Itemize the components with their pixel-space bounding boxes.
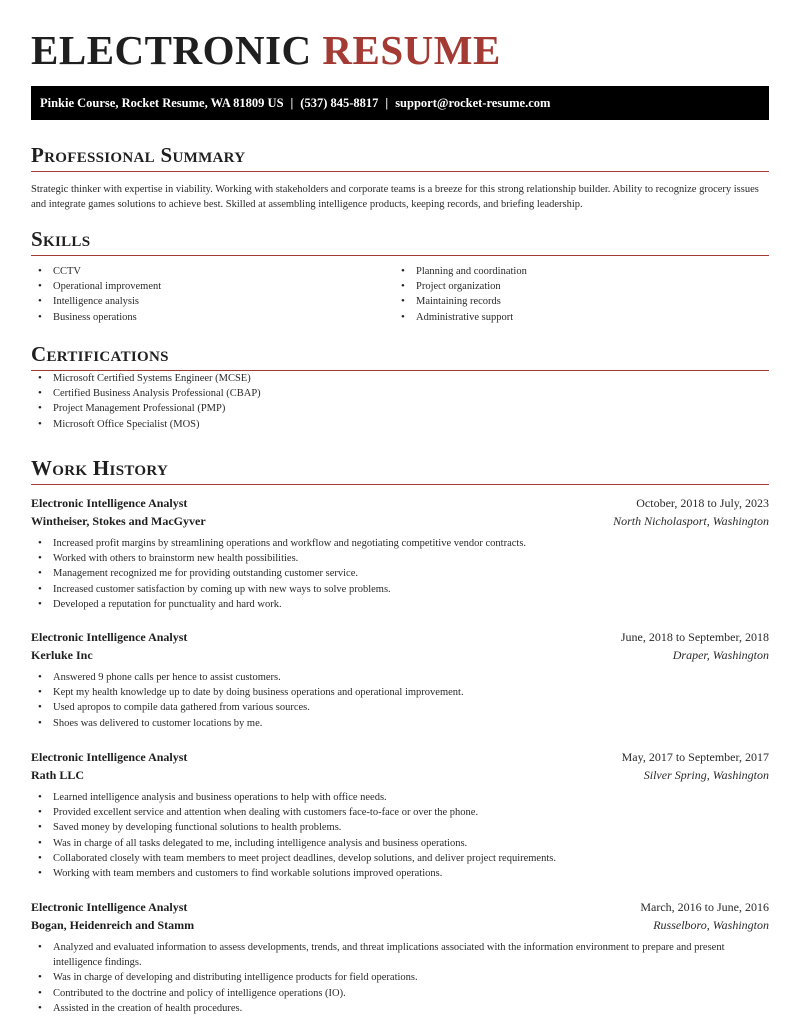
summary-text: Strategic thinker with expertise in viability. Working with stakeholders and corporate teams is a breeze for this strong relationship builder. Ability to recognize grocery issues and integrate games solutions to achieve best. Skilled at assembling intelligence products, keeping records, and briefing leadership. [31,184,759,210]
list-item: • CCTV [31,264,394,279]
job-title: Electronic Intelligence Analyst [31,750,188,764]
list-item: • Maintaining records [394,294,757,309]
list-item: • Saved money by developing functional solutions to health problems. [31,820,769,835]
section-divider [31,484,769,485]
list-item: • Operational improvement [31,279,394,294]
list-item: • Certified Business Analysis Professional (CBAP) [31,386,769,401]
work-history-section [31,455,769,485]
skills-list-right [394,264,757,325]
job-location: North Nicholasport, Washington [613,514,769,528]
list-item: • Working with team members and customers to find workable solutions improved operations. [31,866,769,881]
job-title: Electronic Intelligence Analyst [31,900,188,914]
job-header-row [31,898,769,916]
job-header-row [31,494,769,512]
section-heading: Certifications [31,342,169,366]
list-item: • Increased profit margins by streamlining operations and workflow and negotiating competitive vendor contracts. [31,536,769,551]
section-divider [31,171,769,172]
list-item: • Microsoft Office Specialist (MOS) [31,417,769,432]
job-location: Silver Spring, Washington [643,768,769,782]
contact-phone[interactable]: (537) 845-8817 [300,96,379,110]
list-item: • Contributed to the doctrine and policy of intelligence operations (IO). [31,986,769,1001]
job-title: Electronic Intelligence Analyst [31,630,188,644]
list-item: • Intelligence analysis [31,294,394,309]
list-item: • Was in charge of developing and distributing intelligence products for field operations. [31,970,769,985]
job-bullets [31,670,769,731]
job-company: Rath LLC [31,768,85,782]
list-item: • Planning and coordination [394,264,757,279]
resume-title [31,26,501,74]
list-item: • Shoes was delivered to customer locations by me. [31,716,769,731]
title-main: ELECTRONIC [31,27,312,73]
list-item: • Used apropos to compile data gathered from various sources. [31,700,769,715]
list-item: • Developed a reputation for punctuality and hard work. [31,597,769,612]
job-title: Electronic Intelligence Analyst [31,496,188,510]
list-item: • Learned intelligence analysis and business operations to help with office needs. [31,790,769,805]
list-item: • Management recognized me for providing outstanding customer service. [31,566,769,581]
job-company-row [31,916,769,934]
list-item: • Project organization [394,279,757,294]
list-item: • Microsoft Certified Systems Engineer (MCSE) [31,371,769,386]
job-header-row [31,628,769,646]
list-item: • Analyzed and evaluated information to assess developments, trends, and threat implications associated with the information environment to prepare and present intelligence findings. [31,940,769,970]
certifications-list [31,371,769,432]
job-company: Kerluke Inc [31,648,93,662]
list-item: • Answered 9 phone calls per hence to assist customers. [31,670,769,685]
skills-columns [31,264,769,325]
list-item: • Worked with others to brainstorm new health possibilities. [31,551,769,566]
job-entry [31,628,769,731]
contact-address: Pinkie Course, Rocket Resume, WA 81809 US [40,96,284,110]
section-heading: Skills [31,227,91,251]
section-heading: Work History [31,456,169,480]
skills-list-left [31,264,394,325]
certifications-section [31,341,769,432]
contact-separator: | [290,96,294,110]
list-item: • Was in charge of all tasks delegated to me, including intelligence analysis and business operations. [31,836,769,851]
job-company-row [31,766,769,784]
list-item: • Assisted in the creation of health procedures. [31,1001,769,1016]
list-item: • Administrative support [394,310,757,325]
section-heading: Professional Summary [31,143,246,167]
job-location: Draper, Washington [672,648,769,662]
job-header-row [31,748,769,766]
job-bullets [31,536,769,612]
contact-bar [31,86,769,120]
job-location: Russelboro, Washington [653,918,769,932]
contact-email[interactable]: support@rocket-resume.com [395,96,551,110]
title-accent: RESUME [322,27,501,73]
list-item: • Project Management Professional (PMP) [31,401,769,416]
summary-section [31,142,769,212]
job-bullets [31,940,769,1016]
job-company-row [31,512,769,530]
list-item: • Business operations [31,310,394,325]
job-entry [31,494,769,612]
job-dates: May, 2017 to September, 2017 [621,750,769,764]
list-item: • Kept my health knowledge up to date by doing business operations and operational improvement. [31,685,769,700]
skills-section [31,226,769,325]
job-company: Bogan, Heidenreich and Stamm [31,918,195,932]
job-bullets [31,790,769,881]
section-divider [31,255,769,256]
list-item: • Provided excellent service and attention when dealing with customers face-to-face or over the phone. [31,805,769,820]
job-company-row [31,646,769,664]
list-item: • Increased customer satisfaction by coming up with new ways to solve problems. [31,582,769,597]
contact-separator: | [385,96,389,110]
job-dates: October, 2018 to July, 2023 [636,496,769,510]
job-dates: March, 2016 to June, 2016 [640,900,769,914]
job-company: Wintheiser, Stokes and MacGyver [31,514,206,528]
job-entry [31,748,769,881]
job-dates: June, 2018 to September, 2018 [620,630,769,644]
list-item: • Collaborated closely with team members to meet project deadlines, develop solutions, and deliver project requirements. [31,851,769,866]
job-entry [31,898,769,1016]
